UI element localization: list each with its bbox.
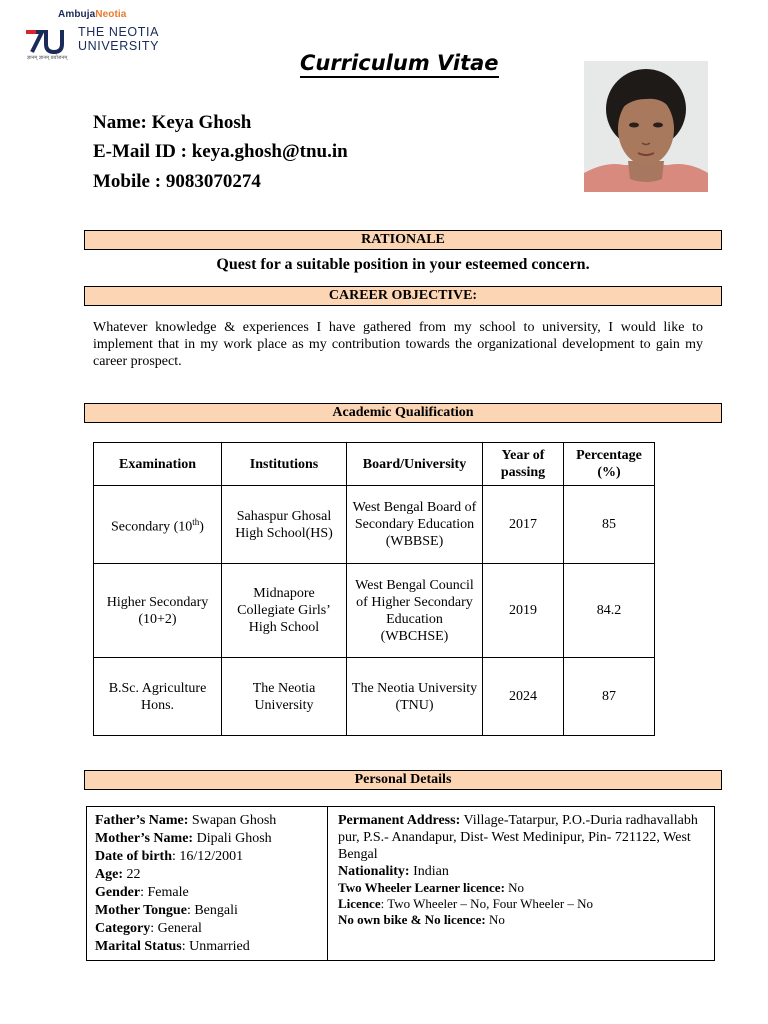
section-header-personal: Personal Details	[84, 770, 722, 790]
section-header-academic: Academic Qualification	[84, 403, 722, 423]
field-label: Mother Tongue	[95, 903, 187, 918]
field-label: Category	[95, 921, 151, 936]
age-line	[95, 866, 327, 884]
field-label: Mother’s Name:	[95, 831, 194, 846]
table-header-row	[94, 443, 655, 486]
logo-tagline: ज्ञानम् ज्ञानम् प्रयोजनम्	[27, 55, 68, 61]
institution-cell: The Neotia University	[222, 658, 347, 736]
field-label: Marital Status	[95, 939, 182, 954]
father-name-line	[95, 812, 327, 830]
exam-text: Secondary (10	[111, 519, 193, 535]
personal-details-box	[86, 806, 715, 961]
column-header: Board/University	[347, 443, 483, 486]
bike-licence-line	[338, 912, 708, 928]
percentage-cell: 87	[564, 658, 655, 736]
institution-cell: Sahaspur Ghosal High School(HS)	[222, 486, 347, 564]
gender-line	[95, 884, 327, 902]
licence-line	[338, 896, 708, 912]
academic-table	[93, 442, 655, 736]
email-line	[93, 141, 348, 163]
career-objective-text: Whatever knowledge & experiences I have gathered from my school to university, I would like to implement that in my work place as my contribution towards the organizational development to gain my career prospect.	[93, 320, 703, 369]
board-cell: West Bengal Board of Secondary Education (WBBSE)	[347, 486, 483, 564]
table-row	[94, 486, 655, 564]
exam-text-end: )	[199, 519, 204, 535]
field-value: : 16/12/2001	[172, 849, 244, 864]
learner-licence-line	[338, 880, 708, 896]
dob-line	[95, 848, 327, 866]
percentage-cell: 84.2	[564, 564, 655, 658]
address-value: Village-Tatarpur, P.O.-Duria radhavallabh pur, P.S.- Anandapur, Dist- West Medinipur, Pin- 721122, West Bengal	[338, 813, 698, 862]
field-value: Dipali Ghosh	[193, 831, 272, 846]
learner-licence-value: No	[504, 880, 525, 895]
profile-photo	[584, 61, 708, 192]
field-label: Date of birth	[95, 849, 172, 864]
institution-cell: Midnapore Collegiate Girls’ High School	[222, 564, 347, 658]
logo-name-line1: THE NEOTIA	[78, 25, 160, 39]
nationality-label: Nationality:	[338, 864, 410, 879]
column-header: Examination	[94, 443, 222, 486]
address-block	[338, 812, 708, 863]
email-label: E-Mail ID :	[93, 141, 187, 162]
column-header: Percentage (%)	[564, 443, 655, 486]
table-row	[94, 658, 655, 736]
exam-cell	[94, 486, 222, 564]
field-value: : General	[150, 921, 202, 936]
year-cell: 2024	[483, 658, 564, 736]
field-value: : Unmarried	[181, 939, 250, 954]
field-label: Age:	[95, 867, 123, 882]
personal-right-column	[338, 812, 708, 928]
portrait-image	[584, 61, 708, 192]
nationality-value: Indian	[409, 864, 449, 879]
column-header: Year of passing	[483, 443, 564, 486]
name-value: Keya Ghosh	[151, 112, 252, 133]
mobile-line	[93, 171, 261, 193]
nationality-line	[338, 863, 708, 880]
field-value: Swapan Ghosh	[188, 813, 277, 828]
logo-brand-text	[58, 9, 126, 20]
logo-brand-a: Ambuja	[58, 9, 96, 20]
board-cell: West Bengal Council of Higher Secondary Education (WBCHSE)	[347, 564, 483, 658]
field-value: : Bengali	[186, 903, 238, 918]
rationale-text: Quest for a suitable position in your esteemed concern.	[216, 256, 590, 273]
email-value: keya.ghosh@tnu.in	[191, 141, 348, 162]
year-cell: 2017	[483, 486, 564, 564]
exam-superscript: th	[192, 516, 200, 527]
logo-name-line2: UNIVERSITY	[78, 39, 160, 53]
name-line	[93, 112, 251, 134]
personal-left-column	[87, 807, 328, 960]
learner-licence-label: Two Wheeler Learner licence:	[338, 880, 505, 895]
category-line	[95, 920, 327, 938]
address-label: Permanent Address:	[338, 813, 461, 828]
section-header-rationale: RATIONALE	[84, 230, 722, 250]
bike-licence-value: No	[485, 912, 505, 927]
mother-name-line	[95, 830, 327, 848]
mother-tongue-line	[95, 902, 327, 920]
section-header-career-objective: CAREER OBJECTIVE:	[84, 286, 722, 306]
logo-university-name	[78, 25, 159, 53]
licence-value: : Two Wheeler – No, Four Wheeler – No	[380, 896, 594, 911]
field-label: Gender	[95, 885, 141, 900]
mobile-label: Mobile :	[93, 171, 162, 192]
bike-licence-label: No own bike & No licence:	[338, 912, 486, 927]
page-title: Curriculum Vitae	[300, 50, 499, 78]
university-logo-icon	[24, 26, 70, 54]
marital-status-line	[95, 938, 327, 956]
field-value: : Female	[140, 885, 189, 900]
name-label: Name:	[93, 112, 147, 133]
board-cell: The Neotia University (TNU)	[347, 658, 483, 736]
column-header: Institutions	[222, 443, 347, 486]
year-cell: 2019	[483, 564, 564, 658]
exam-cell: Higher Secondary (10+2)	[94, 564, 222, 658]
exam-cell: B.Sc. Agriculture Hons.	[94, 658, 222, 736]
table-row	[94, 564, 655, 658]
licence-label: Licence	[338, 896, 381, 911]
field-label: Father’s Name:	[95, 813, 189, 828]
logo-brand-b: Neotia	[95, 9, 127, 20]
percentage-cell: 85	[564, 486, 655, 564]
field-value: 22	[123, 867, 141, 882]
mobile-value: 9083070274	[165, 171, 261, 192]
